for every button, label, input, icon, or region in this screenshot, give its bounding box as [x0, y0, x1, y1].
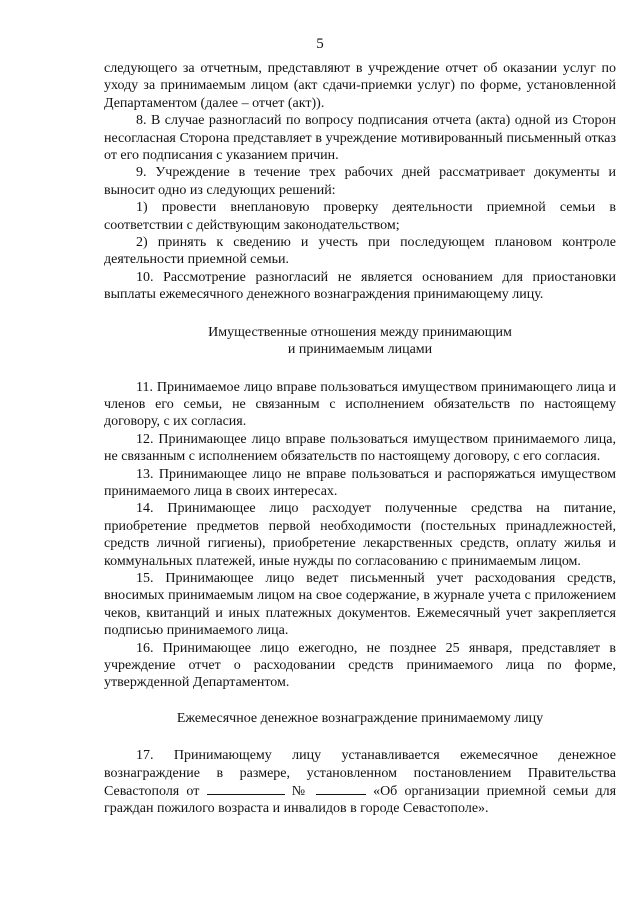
page-number: 5 [316, 36, 324, 52]
paragraph-7-continuation: следующего за отчетным, представляют в учреждение отчет об оказании услуг по уходу за принимаемым лицом (акт сдачи-приемки услуг) по форме, установленной Департаментом (далее – отчет (акт)). [104, 61, 616, 111]
paragraph-16: 16. Принимающее лицо ежегодно, не позднее 25 января, представляет в учреждение отчет о расходовании средств принимаемого лица по форме, утвержденной Департаментом. [104, 640, 616, 691]
paragraph-8: 8. В случае разногласий по вопросу подписания отчета (акта) одной из Сторон несогласная Сторона представляет в учреждение мотивированный письменный отказ от его подписания с указанием причин. [104, 113, 616, 164]
paragraph-12: 12. Принимающее лицо вправе пользоваться имуществом принимаемого лица, не связанным с исполнением обязательств по настоящему договору, с его согласия. [104, 431, 616, 465]
paragraph-17 [104, 747, 616, 818]
section-heading-remuneration: Ежемесячное денежное вознаграждение принимаемому лицу [176, 710, 544, 726]
paragraph-17-text-a: 17. Принимающему лицу устанавливается ежемесячное денежное вознаграждение в размере, установленном постановлением Правительства Севастополя от [104, 748, 616, 800]
section-heading-property-line2: и принимаемым лицами [287, 342, 433, 358]
paragraph-10: 10. Рассмотрение разногласий не является основанием для приостановки выплаты ежемесячного денежного вознаграждения принимающему лицу. [104, 269, 616, 303]
paragraph-9-option-1: 1) провести внеплановую проверку деятельности приемной семьи в соответствии с действующим законодательством; [104, 200, 616, 233]
section-heading-property-line1: Имущественные отношения между принимающим [208, 324, 512, 340]
paragraph-17-text-b: «Об организации приемной семьи для граждан пожилого возраста и инвалидов в городе Севастополе». [104, 784, 617, 817]
section-heading-property [104, 324, 616, 359]
date-blank-line [207, 782, 285, 795]
paragraph-9-option-2: 2) принять к сведению и учесть при последующем плановом контроле деятельности приемной семьи. [104, 235, 616, 268]
document-body [104, 60, 616, 818]
paragraph-14: 14. Принимающее лицо расходует полученные средства на питание, приобретение предметов первой необходимости (постельных принадлежностей, средств личной гигиены), приобретение лекарственных средств, оплату жилья и коммунальных платежей, иные нужды по согласованию с принимаемым лицом. [104, 501, 616, 569]
paragraph-13: 13. Принимающее лицо не вправе пользоваться и распоряжаться имуществом принимаемого лица в своих интересах. [104, 466, 616, 499]
paragraph-17-number-sign: № [291, 784, 309, 800]
paragraph-11: 11. Принимаемое лицо вправе пользоваться имуществом принимающего лица и членов его семьи, не связанным с исполнением обязательств по настоящему договору, с их согласия. [104, 379, 616, 430]
paragraph-9: 9. Учреждение в течение трех рабочих дней рассматривает документы и выносит одно из следующих решений: [104, 165, 616, 198]
number-blank-line [316, 782, 366, 795]
paragraph-15: 15. Принимающее лицо ведет письменный учет расходования средств, вносимых принимаемым лицом на свое содержание, в журнале учета с приложением чеков, квитанций и иных платежных документов. Ежемесячный учет закрепляется подписью принимаемого лица. [104, 570, 616, 639]
